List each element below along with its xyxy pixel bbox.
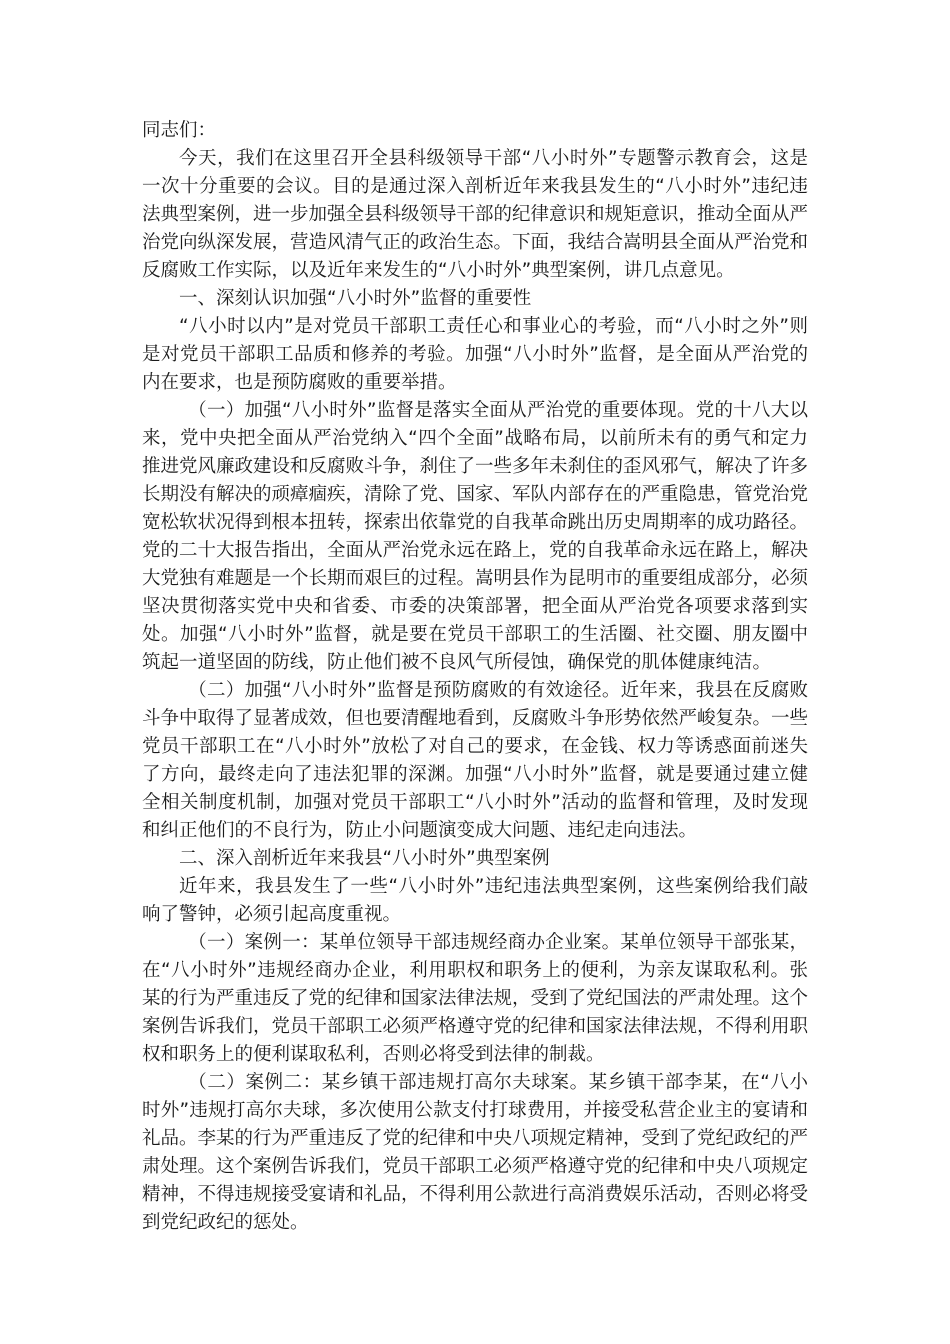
salutation: 同志们： <box>142 120 217 141</box>
section-heading-2: 二、深入剖析近年来我县“八小时外”典型案例 <box>179 848 550 869</box>
paragraph: “八小时以内”是对党员干部职工责任心和事业心的考验，而“八小时之外”则是对党员干部职工品质和修养的考验。加强“八小时外”监督，是全面从严治党的内在要求，也是预防腐败的重要举措。 <box>142 316 808 393</box>
case-2: （二）案例二：某乡镇干部违规打高尔夫球案。某乡镇干部李某，在“八小时外”违规打高尔夫球，多次使用公款支付打球费用，并接受私营企业主的宴请和礼品。李某的行为严重违反了党的纪律和中央八项规定精神，受到了党纪政纪的严肃处理。这个案例告诉我们，党员干部职工必须严格遵守党的纪律和中央八项规定精神，不得违规接受宴请和礼品，不得利用公款进行高消费娱乐活动，否则必将受到党纪政纪的惩处。 <box>142 1072 809 1233</box>
paragraph: 近年来，我县发生了一些“八小时外”违纪违法典型案例，这些案例给我们敲响了警钟，必须引起高度重视。 <box>142 876 808 925</box>
intro-paragraph: 今天，我们在这里召开全县科级领导干部“八小时外”专题警示教育会，这是一次十分重要的会议。目的是通过深入剖析近年来我县发生的“八小时外”违纪违法典型案例，进一步加强全县科级领导干部的纪律意识和规矩意识，推动全面从严治党向纵深发展，营造风清气正的政治生态。下面，我结合嵩明县全面从严治党和反腐败工作实际，以及近年来发生的“八小时外”典型案例，讲几点意见。 <box>142 148 809 281</box>
document-body <box>142 117 808 1237</box>
subsection-1-1: （一）加强“八小时外”监督是落实全面从严治党的重要体现。党的十八大以来，党中央把全面从严治党纳入“四个全面”战略布局，以前所未有的勇气和定力推进党风廉政建设和反腐败斗争，刹住了一些多年未刹住的歪风邪气，解决了许多长期没有解决的顽瘴痼疾，清除了党、国家、军队内部存在的严重隐患，管党治党宽松软状况得到根本扭转，探索出依靠党的自我革命跳出历史周期率的成功路径。党的二十大报告指出，全面从严治党永远在路上，党的自我革命永远在路上，解决大党独有难题是一个长期而艰巨的过程。嵩明县作为昆明市的重要组成部分，必须坚决贯彻落实党中央和省委、市委的决策部署，把全面从严治党各项要求落到实处。加强“八小时外”监督，就是要在党员干部职工的生活圈、社交圈、朋友圈中筑起一道坚固的防线，防止他们被不良风气所侵蚀，确保党的肌体健康纯洁。 <box>142 400 809 673</box>
subsection-1-2: （二）加强“八小时外”监督是预防腐败的有效途径。近年来，我县在反腐败斗争中取得了显著成效，但也要清醒地看到，反腐败斗争形势依然严峻复杂。一些党员干部职工在“八小时外”放松了对自己的要求，在金钱、权力等诱惑面前迷失了方向，最终走向了违法犯罪的深渊。加强“八小时外”监督，就是要通过建立健全相关制度机制，加强对党员干部职工“八小时外”活动的监督和管理，及时发现和纠正他们的不良行为，防止小问题演变成大问题、违纪走向违法。 <box>142 680 809 841</box>
case-1: （一）案例一：某单位领导干部违规经商办企业案。某单位领导干部张某，在“八小时外”违规经商办企业，利用职权和职务上的便利，为亲友谋取私利。张某的行为严重违反了党的纪律和国家法律法规，受到了党纪国法的严肃处理。这个案例告诉我们，党员干部职工必须严格遵守党的纪律和国家法律法规，不得利用职权和职务上的便利谋取私利，否则必将受到法律的制裁。 <box>142 932 809 1065</box>
section-heading-1: 一、深刻认识加强“八小时外”监督的重要性 <box>179 288 532 309</box>
